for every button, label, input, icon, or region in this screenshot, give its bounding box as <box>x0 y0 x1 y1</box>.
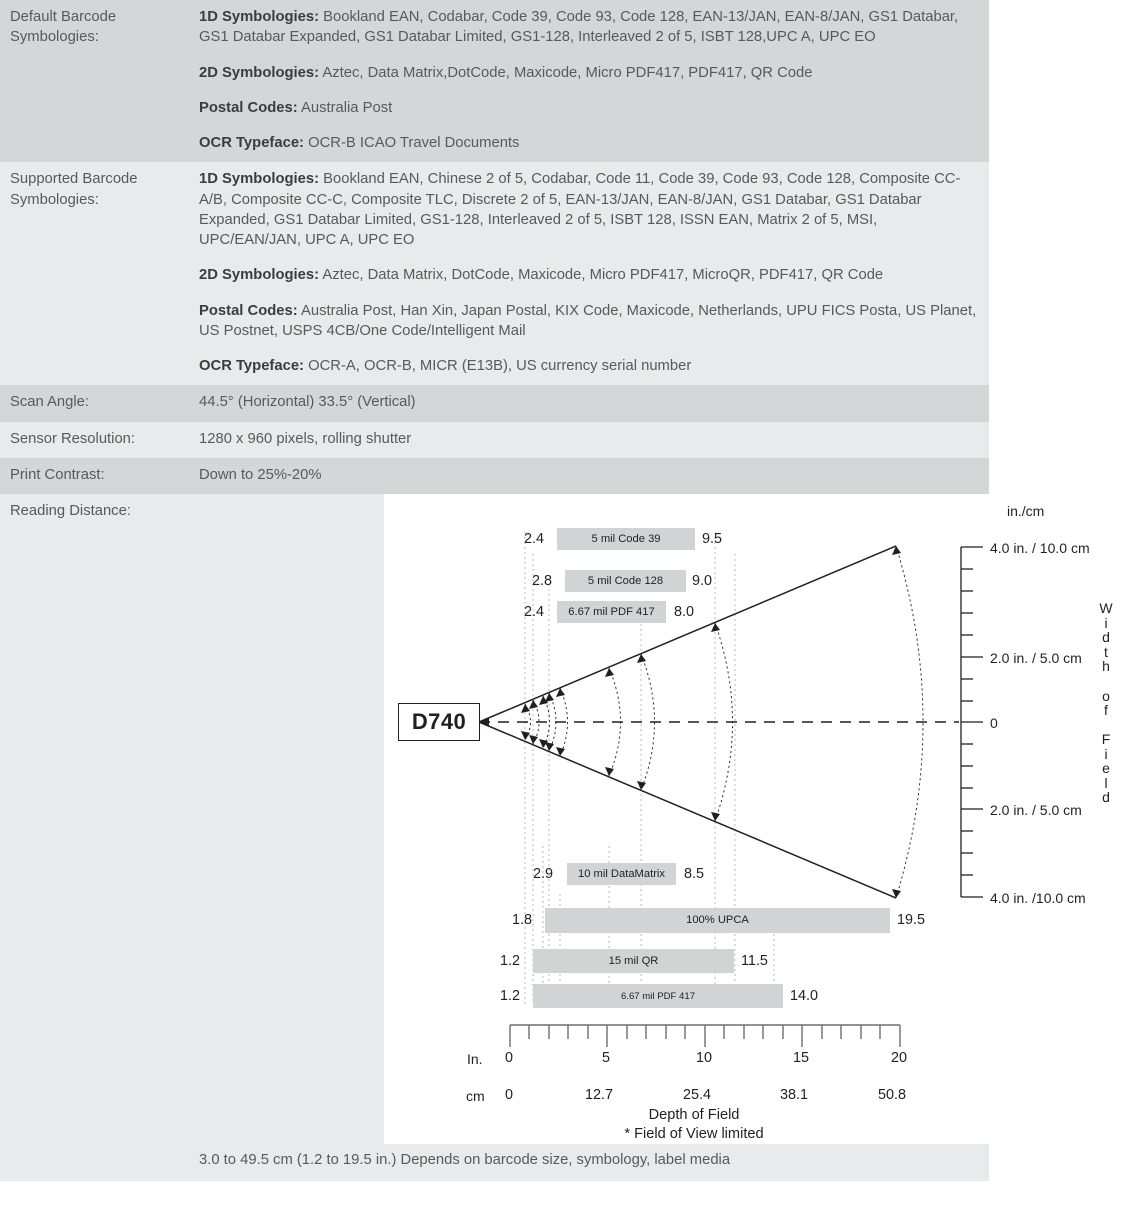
group-heading: OCR Typeface: <box>199 358 304 375</box>
table-row <box>0 458 989 494</box>
x-unit-secondary-label: cm <box>466 1088 485 1105</box>
chart-title: Depth of Field <box>648 1107 740 1124</box>
y-axis-title: in./cm <box>1007 503 1045 520</box>
dof-bar: 100% UPCA <box>545 908 890 933</box>
y-tick-label: 2.0 in. / 5.0 cm <box>990 650 1082 667</box>
x-tick-in: 20 <box>891 1050 908 1067</box>
symbology-group <box>199 356 979 376</box>
dof-bar-min-label: 1.8 <box>512 912 533 929</box>
row-label-print-contrast: Print Contrast: <box>0 458 191 494</box>
dof-bar: 5 mil Code 39 <box>557 528 695 550</box>
dof-bar-max-label: 19.5 <box>897 912 926 929</box>
dof-bar: 10 mil DataMatrix <box>567 863 676 885</box>
symbology-group <box>199 169 979 250</box>
table-row-footnote <box>0 1144 989 1180</box>
row-value-sensor-resolution: 1280 x 960 pixels, rolling shutter <box>191 422 989 458</box>
dof-bar-min-label: 2.4 <box>524 604 545 621</box>
table-row <box>0 385 989 421</box>
row-value-default-barcode-symbologies <box>191 0 989 162</box>
group-text: Aztec, Data Matrix, DotCode, Maxicode, Micro PDF417, MicroQR, PDF417, QR Code <box>322 267 884 284</box>
device-label-box: D740 <box>398 703 480 741</box>
row-label-supported-barcode-symbologies: Supported Barcode Symbologies: <box>0 162 191 385</box>
dof-bar: 15 mil QR <box>533 949 734 973</box>
reading-distance-footnote: 3.0 to 49.5 cm (1.2 to 19.5 in.) Depends on barcode size, symbology, label media <box>191 1144 989 1180</box>
width-of-field-label: W i d t h o f F i e l d <box>1099 600 1113 806</box>
symbology-group <box>199 98 979 118</box>
group-heading: 2D Symbologies: <box>199 64 320 81</box>
dof-bar-max-label: 8.0 <box>674 604 695 621</box>
y-tick-label: 4.0 in. /10.0 cm <box>990 890 1086 907</box>
y-tick-label: 2.0 in. / 5.0 cm <box>990 802 1082 819</box>
x-unit-primary-label: In. <box>467 1051 483 1068</box>
symbology-group <box>199 63 979 83</box>
group-text: OCR-A, OCR-B, MICR (E13B), US currency serial number <box>308 358 692 375</box>
dof-bar-max-label: 8.5 <box>684 866 705 883</box>
dof-bar-max-label: 14.0 <box>790 988 819 1005</box>
group-text: Bookland EAN, Codabar, Code 39, Code 93, Code 128, EAN-13/JAN, EAN-8/JAN, GS1 Databar, GS1 Databar Expanded, GS1 Databar Limited, GS1-128, Interleaved 2 of 5, ISBT 128,UPC A, UPC EO <box>199 9 959 46</box>
group-text: Australia Post <box>300 99 393 116</box>
depth-ruler <box>510 1025 900 1047</box>
row-value-print-contrast: Down to 25%-20% <box>191 458 989 494</box>
dof-bar-max-label: 11.5 <box>741 953 768 970</box>
dof-bar: 6.67 mil PDF 417 <box>557 601 666 623</box>
row-value-scan-angle: 44.5° (Horizontal) 33.5° (Vertical) <box>191 385 989 421</box>
group-heading: 1D Symbologies: <box>199 9 320 25</box>
group-heading: Postal Codes: <box>199 99 298 116</box>
group-text: Aztec, Data Matrix,DotCode, Maxicode, Micro PDF417, PDF417, QR Code <box>322 64 813 81</box>
x-tick-cm: 12.7 <box>585 1087 614 1104</box>
chart-subtitle: * Field of View limited <box>624 1126 764 1143</box>
x-tick-cm: 25.4 <box>683 1087 712 1104</box>
dof-bar-min-label: 2.4 <box>524 531 545 548</box>
footnote-spacer <box>0 1144 191 1180</box>
dof-bar-min-label: 1.2 <box>500 953 521 970</box>
dof-bar: 6.67 mil PDF 417 <box>533 984 783 1008</box>
symbology-group <box>199 301 979 342</box>
table-row <box>0 0 989 162</box>
x-tick-in: 15 <box>793 1050 810 1067</box>
row-label-sensor-resolution: Sensor Resolution: <box>0 422 191 458</box>
apex-arrow-icon <box>479 717 489 727</box>
group-heading: 1D Symbologies: <box>199 171 320 188</box>
group-heading: Postal Codes: <box>199 302 298 319</box>
row-label-default-barcode-symbologies: Default Barcode Symbologies: <box>0 0 191 162</box>
x-tick-cm: 0 <box>505 1087 514 1104</box>
table-row-reading-distance <box>0 494 989 1144</box>
depth-of-field-diagram <box>384 494 1134 1144</box>
group-text: OCR-B ICAO Travel Documents <box>308 135 520 152</box>
dof-bar-min-label: 1.2 <box>500 988 521 1005</box>
dof-bar-max-label: 9.0 <box>692 573 713 590</box>
dof-bar-min-label: 2.8 <box>532 573 553 590</box>
x-tick-cm: 38.1 <box>780 1087 809 1104</box>
table-row <box>0 422 989 458</box>
table-row <box>0 162 989 385</box>
row-value-reading-distance <box>191 494 1113 1144</box>
symbology-group <box>199 265 979 285</box>
x-tick-in: 0 <box>505 1050 514 1067</box>
y-tick-label: 0 <box>990 715 998 732</box>
symbology-group <box>199 133 979 153</box>
row-label-scan-angle: Scan Angle: <box>0 385 191 421</box>
y-tick-label: 4.0 in. / 10.0 cm <box>990 540 1090 557</box>
dof-bar-max-label: 9.5 <box>702 531 723 548</box>
group-text: Bookland EAN, Chinese 2 of 5, Codabar, Code 11, Code 39, Code 93, Code 128, Composite CC-A/B, Composite CC-C, Composite TLC, Discrete 2 of 5, EAN-13/JAN, EAN-8/JAN, GS1 Databar, GS1 Databar Expanded, GS1 Databar Limited, GS1-128, Interleaved 2 of 5, ISBT 128, ISSN EAN, Matrix 2 of 5, MSI, UPC/EAN/JAN, UPC A, UPC EO <box>199 171 961 249</box>
width-of-field-axis <box>961 547 983 897</box>
group-heading: OCR Typeface: <box>199 135 304 152</box>
dof-bar-min-label: 2.9 <box>533 866 554 883</box>
symbology-group <box>199 7 979 48</box>
group-text: Australia Post, Han Xin, Japan Postal, KIX Code, Maxicode, Netherlands, UPU FICS Posta, US Planet, US Postnet, USPS 4CB/One Code/Intelligent Mail <box>199 302 977 339</box>
x-tick-cm: 50.8 <box>878 1087 907 1104</box>
dof-bar: 5 mil Code 128 <box>565 570 686 592</box>
x-tick-in: 5 <box>602 1050 611 1067</box>
group-heading: 2D Symbologies: <box>199 267 320 284</box>
x-tick-in: 10 <box>696 1050 713 1067</box>
row-value-supported-barcode-symbologies <box>191 162 989 385</box>
row-label-reading-distance: Reading Distance: <box>0 494 191 1144</box>
